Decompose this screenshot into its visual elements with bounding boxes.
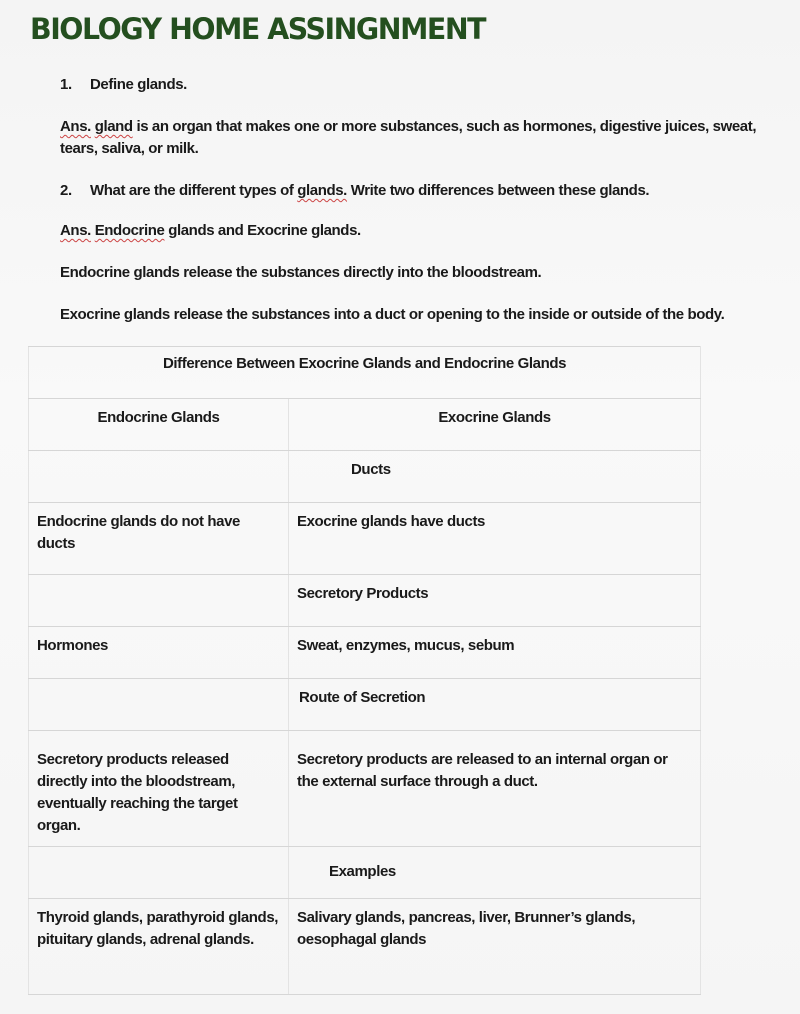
paragraph-endocrine: Endocrine glands release the substances directly into the bloodstream.: [60, 264, 542, 281]
page-title: BIOLOGY HOME ASSINGNMENT: [30, 12, 486, 46]
cell-endocrine-route: Secretory products released directly into the bloodstream, eventually reaching the target organ.: [29, 731, 289, 847]
table-row: [29, 627, 701, 679]
section-heading-examples: Examples: [289, 847, 701, 899]
cell-exocrine-examples: Salivary glands, pancreas, liver, Brunner’s glands, oesophagal glands: [289, 899, 701, 995]
answer-1-text: is an organ that makes one or more substances, such as hormones, digestive juices, sweat, tears, saliva, or milk.: [60, 118, 757, 157]
table-caption: Difference Between Exocrine Glands and Endocrine Glands: [29, 347, 701, 399]
cell-endocrine-products: Hormones: [29, 627, 289, 679]
table-row: [29, 899, 701, 995]
section-heading-blank: [29, 847, 289, 899]
section-heading-row: [29, 679, 701, 731]
cell-exocrine-ducts: Exocrine glands have ducts: [289, 503, 701, 575]
answer-1: [60, 116, 780, 160]
cell-exocrine-route: Secretory products are released to an internal organ or the external surface through a duct.: [289, 731, 701, 847]
section-heading-row: [29, 451, 701, 503]
table-caption-row: [29, 347, 701, 399]
column-header-exocrine: Exocrine Glands: [289, 399, 701, 451]
answer-2-prefix: Ans.: [60, 222, 91, 239]
paragraph-exocrine: Exocrine glands release the substances into a duct or opening to the inside or outside of the body.: [60, 306, 725, 323]
answer-2-text: glands and Exocrine glands.: [164, 222, 361, 239]
comparison-table: [28, 346, 701, 995]
answer-1-prefix: Ans.: [60, 118, 91, 135]
cell-exocrine-products: Sweat, enzymes, mucus, sebum: [289, 627, 701, 679]
answer-2-squiggle: Endocrine: [94, 222, 165, 239]
section-heading-ducts: Ducts: [289, 451, 701, 503]
section-heading-row: [29, 847, 701, 899]
column-header-endocrine: Endocrine Glands: [29, 399, 289, 451]
cell-endocrine-ducts: Endocrine glands do not have ducts: [29, 503, 289, 575]
answer-1-word: gland: [94, 118, 133, 135]
question-1: [60, 76, 187, 93]
question-1-number: 1.: [60, 76, 72, 93]
section-heading-blank: [29, 451, 289, 503]
table-header-row: [29, 399, 701, 451]
section-heading-blank: [29, 679, 289, 731]
section-heading-row: [29, 575, 701, 627]
question-2-squiggle: glands.: [297, 182, 347, 199]
section-heading-blank: [29, 575, 289, 627]
question-2-text-after: Write two differences between these glands.: [346, 182, 650, 199]
answer-2: [60, 222, 361, 239]
question-1-text: Define glands.: [90, 76, 187, 93]
question-2-text-before: What are the different types of: [90, 182, 298, 199]
table-row: [29, 731, 701, 847]
table-row: [29, 503, 701, 575]
question-2-number: 2.: [60, 182, 72, 199]
section-heading-route-of-secretion: Route of Secretion: [289, 679, 701, 731]
section-heading-secretory-products: Secretory Products: [289, 575, 701, 627]
question-2: [60, 182, 649, 199]
cell-endocrine-examples: Thyroid glands, parathyroid glands, pituitary glands, adrenal glands.: [29, 899, 289, 995]
